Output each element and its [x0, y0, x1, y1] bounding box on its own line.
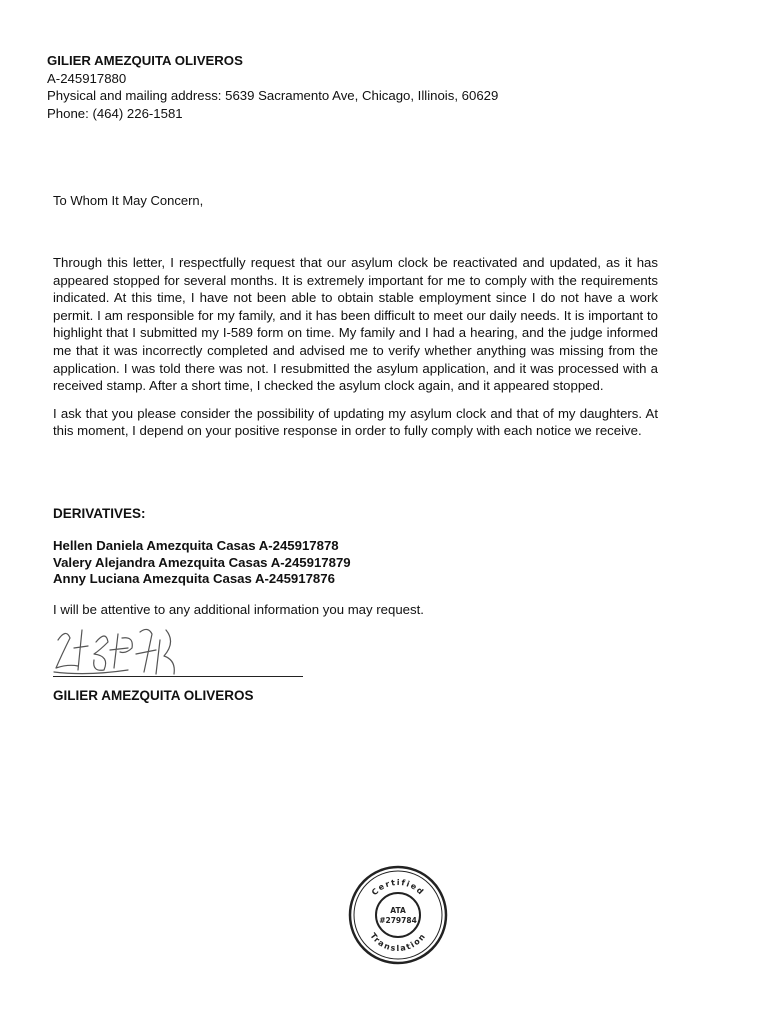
signature-line: [53, 676, 303, 677]
signature-name: GILIER AMEZQUITA OLIVEROS: [53, 688, 254, 703]
sender-id: A-245917880: [47, 70, 127, 86]
seal-bottom-text: Translation: [368, 931, 428, 954]
seal-center-line1: ATA: [390, 906, 406, 915]
certified-translation-seal: [343, 860, 453, 970]
derivative-item: Anny Luciana Amezquita Casas A-245917876: [53, 571, 335, 586]
handwritten-signature: [48, 620, 198, 678]
svg-text:Translation: [368, 931, 427, 953]
letter-body: [53, 254, 658, 450]
sender-phone: Phone: (464) 226-1581: [47, 105, 183, 121]
body-paragraph: I ask that you please consider the possibility of updating my asylum clock and that of my daughters. At this moment, I depend on your positive response in order to fully comply with each notice we receive.: [53, 405, 658, 439]
salutation: To Whom It May Concern,: [53, 193, 204, 208]
seal-top-text: Certified: [369, 877, 427, 898]
sender-block: [47, 52, 498, 122]
derivatives-list: [53, 538, 351, 588]
body-paragraph: Through this letter, I respectfully request that our asylum clock be reactivated and updated, as it has appeared stopped for several months. It is extremely important for me to comply with the requirements indicated. At this time, I have not been able to obtain stable employment since I do not have a work permit. I am responsible for my family, and it has been difficult to meet our daily needs. It is important to highlight that I submitted my I-589 form on time. My family and I had a hearing, and the judge informed me that it was incorrectly completed and advised me to verify whether anything was missing from the application. I was told there was not. I resubmitted the asylum application, and it was processed with a received stamp. After a short time, I checked the asylum clock again, and it appeared stopped.: [53, 255, 658, 394]
derivative-item: Hellen Daniela Amezquita Casas A-245917878: [53, 538, 339, 553]
closing-sentence: I will be attentive to any additional information you may request.: [53, 602, 424, 617]
svg-text:Certified: [370, 878, 426, 897]
derivative-item: Valery Alejandra Amezquita Casas A-245917879: [53, 554, 351, 570]
sender-name: GILIER AMEZQUITA OLIVEROS: [47, 53, 243, 68]
seal-center-line2: #279784: [379, 916, 417, 925]
sender-address: Physical and mailing address: 5639 Sacramento Ave, Chicago, Illinois, 60629: [47, 88, 499, 103]
derivatives-heading: DERIVATIVES:: [53, 506, 146, 521]
